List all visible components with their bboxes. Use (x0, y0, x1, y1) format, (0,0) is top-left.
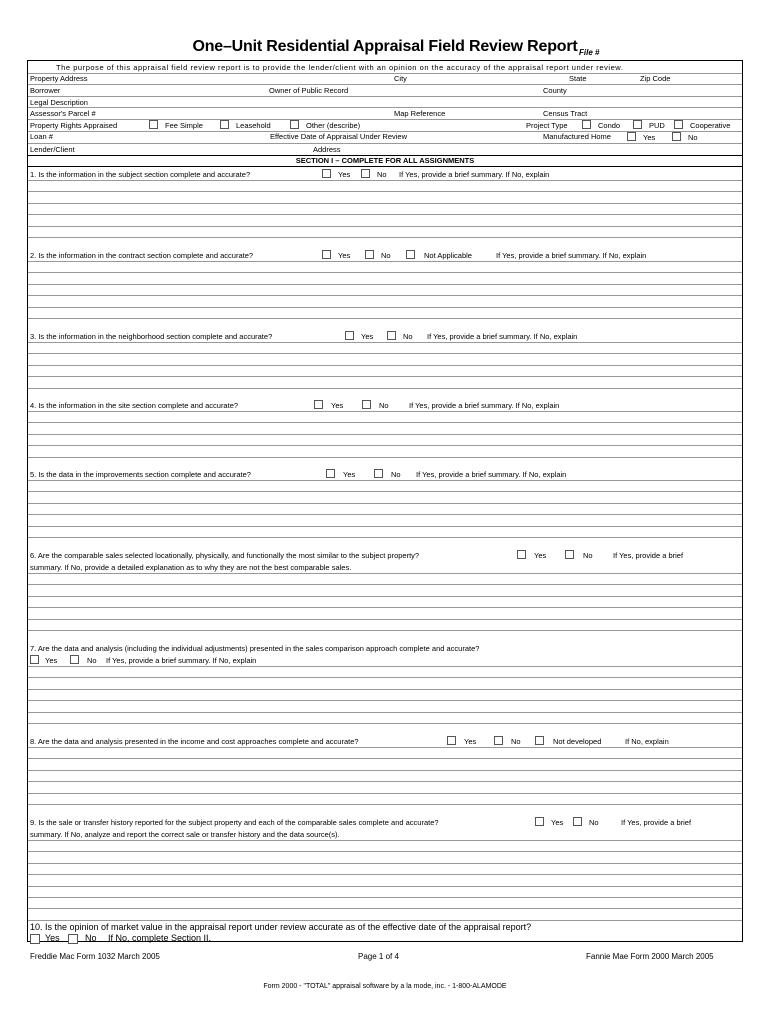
answer-line (28, 607, 742, 608)
q8-no-checkbox[interactable] (494, 736, 503, 745)
leasehold-label: Leasehold (236, 121, 271, 130)
other-rights-checkbox[interactable] (290, 120, 299, 129)
q4-no-label: No (379, 401, 389, 410)
answer-line (28, 573, 742, 574)
q10-no-label: No (85, 933, 97, 943)
answer-line (28, 666, 742, 667)
answer-line (28, 886, 742, 887)
q5-yes-checkbox[interactable] (326, 469, 335, 478)
q8-yes-label: Yes (464, 737, 477, 746)
q9-yes-checkbox[interactable] (535, 817, 544, 826)
answer-line (28, 700, 742, 701)
q10-yes-checkbox[interactable] (30, 934, 40, 944)
answer-line (28, 793, 742, 794)
footer-fannie-mae: Fannie Mae Form 2000 March 2005 (586, 952, 714, 961)
zip-label: Zip Code (640, 74, 671, 83)
q7-no-label: No (87, 656, 97, 665)
purpose-statement: The purpose of this appraisal field review report is to provide the lender/client with an opinion on the accuracy of the appraisal report under review. (56, 63, 624, 72)
q5-yes-label: Yes (343, 470, 356, 479)
answer-line (28, 457, 742, 458)
q2-yes-label: Yes (338, 251, 351, 260)
q9-instructions: If Yes, provide a brief (621, 818, 692, 827)
answer-line (28, 804, 742, 805)
borrower-label: Borrower (30, 86, 61, 95)
answer-line (28, 422, 742, 423)
pud-checkbox[interactable] (633, 120, 642, 129)
manufactured-home-label: Manufactured Home (543, 132, 611, 141)
answer-line (28, 480, 742, 481)
q4-no-checkbox[interactable] (362, 400, 371, 409)
answer-line (28, 723, 742, 724)
q1-no-checkbox[interactable] (361, 169, 370, 178)
property-address-label: Property Address (30, 74, 88, 83)
census-tract-label: Census Tract (543, 109, 588, 118)
answer-line (28, 503, 742, 504)
answer-line (28, 411, 742, 412)
answer-line (28, 514, 742, 515)
q2-no-label: No (381, 251, 391, 260)
q8-no-label: No (511, 737, 521, 746)
q7-yes-label: Yes (45, 656, 58, 665)
manufactured-no-label: No (688, 133, 698, 142)
answer-line (28, 353, 742, 354)
q2-na-label: Not Applicable (424, 251, 472, 260)
answer-line (28, 712, 742, 713)
q1-yes-checkbox[interactable] (322, 169, 331, 178)
q1-yes-label: Yes (338, 170, 351, 179)
answer-line (28, 863, 742, 864)
answer-line (28, 758, 742, 759)
answer-line (28, 226, 742, 227)
answer-line (28, 434, 742, 435)
state-label: State (569, 74, 587, 83)
answer-line (28, 180, 742, 181)
q3-yes-label: Yes (361, 332, 374, 341)
answer-line (28, 630, 742, 631)
q3-instructions: If Yes, provide a brief summary. If No, explain (427, 332, 578, 341)
answer-line (28, 908, 742, 909)
answer-line (28, 214, 742, 215)
q5-no-label: No (391, 470, 401, 479)
q3-yes-checkbox[interactable] (345, 331, 354, 340)
condo-checkbox[interactable] (582, 120, 591, 129)
q1-instructions: If Yes, provide a brief summary. If No, explain (399, 170, 550, 179)
q8-not-developed-checkbox[interactable] (535, 736, 544, 745)
q7-no-checkbox[interactable] (70, 655, 79, 664)
q7-yes-checkbox[interactable] (30, 655, 39, 664)
question-2: 2. Is the information in the contract section complete and accurate? (30, 251, 254, 260)
answer-line (28, 537, 742, 538)
q9-yes-label: Yes (551, 818, 564, 827)
question-1: 1. Is the information in the subject section complete and accurate? (30, 170, 251, 179)
q2-na-checkbox[interactable] (406, 250, 415, 259)
answer-line (28, 840, 742, 841)
question-6-continued: summary. If No, provide a detailed explanation as to why they are not the best comparable sales. (30, 563, 352, 572)
question-3: 3. Is the information in the neighborhood section complete and accurate? (30, 332, 273, 341)
lender-client-label: Lender/Client (30, 145, 75, 154)
answer-line (28, 203, 742, 204)
q7-instructions: If Yes, provide a brief summary. If No, explain (106, 656, 257, 665)
loan-label: Loan # (30, 132, 53, 141)
cooperative-label: Cooperative (690, 121, 731, 130)
answer-line (28, 689, 742, 690)
file-number-label: File # (579, 48, 600, 57)
footer-freddie-mac: Freddie Mac Form 1032 March 2005 (30, 952, 160, 961)
answer-line (28, 295, 742, 296)
county-label: County (543, 86, 567, 95)
footer-page-number: Page 1 of 4 (358, 952, 399, 961)
q6-yes-label: Yes (534, 551, 547, 560)
q8-instructions: If No, explain (625, 737, 669, 746)
q6-instructions: If Yes, provide a brief (613, 551, 684, 560)
q3-no-label: No (403, 332, 413, 341)
condo-label: Condo (598, 121, 621, 130)
cooperative-checkbox[interactable] (674, 120, 683, 129)
project-type-label: Project Type (526, 121, 568, 130)
q5-instructions: If Yes, provide a brief summary. If No, explain (416, 470, 567, 479)
question-9-continued: summary. If No, analyze and report the correct sale or transfer history and the data source(s). (30, 830, 340, 839)
answer-line (28, 747, 742, 748)
q4-yes-label: Yes (331, 401, 344, 410)
question-5: 5. Is the data in the improvements section complete and accurate? (30, 470, 251, 479)
q4-instructions: If Yes, provide a brief summary. If No, explain (409, 401, 560, 410)
fee-simple-label: Fee Simple (165, 121, 203, 130)
q2-instructions: If Yes, provide a brief summary. If No, explain (496, 251, 647, 260)
q2-yes-checkbox[interactable] (322, 250, 331, 259)
answer-line (28, 677, 742, 678)
answer-line (28, 284, 742, 285)
answer-line (28, 596, 742, 597)
answer-line (28, 261, 742, 262)
question-8: 8. Are the data and analysis presented in the income and cost approaches complete and accurate? (30, 737, 359, 746)
answer-line (28, 491, 742, 492)
q6-yes-checkbox[interactable] (517, 550, 526, 559)
manufactured-yes-checkbox[interactable] (627, 132, 636, 141)
answer-line (28, 770, 742, 771)
answer-line (28, 376, 742, 377)
answer-line (28, 874, 742, 875)
q1-no-label: No (377, 170, 387, 179)
lender-address-label: Address (313, 145, 341, 154)
answer-line (28, 781, 742, 782)
q3-no-checkbox[interactable] (387, 331, 396, 340)
map-reference-label: Map Reference (394, 109, 446, 118)
question-10: 10. Is the opinion of market value in the appraisal report under review accurate as of the effective date of the appraisal report? (30, 922, 532, 932)
q10-yes-label: Yes (45, 933, 60, 943)
answer-line (28, 365, 742, 366)
q9-no-checkbox[interactable] (573, 817, 582, 826)
answer-line (28, 272, 742, 273)
pud-label: PUD (649, 121, 665, 130)
q10-instructions: If No, complete Section II. (108, 933, 212, 943)
answer-line (28, 191, 742, 192)
q10-no-checkbox[interactable] (68, 934, 78, 944)
fee-simple-checkbox[interactable] (149, 120, 158, 129)
answer-line (28, 445, 742, 446)
other-rights-label: Other (describe) (306, 121, 361, 130)
property-rights-label: Property Rights Appraised (30, 121, 118, 130)
city-label: City (394, 74, 407, 83)
legal-description-label: Legal Description (30, 98, 88, 107)
section-1-heading: SECTION I – COMPLETE FOR ALL ASSIGNMENTS (295, 156, 475, 165)
q6-no-label: No (583, 551, 593, 560)
q4-yes-checkbox[interactable] (314, 400, 323, 409)
q2-no-checkbox[interactable] (365, 250, 374, 259)
answer-line (28, 851, 742, 852)
answer-line (28, 237, 742, 238)
q6-no-checkbox[interactable] (565, 550, 574, 559)
effective-date-label: Effective Date of Appraisal Under Review (270, 132, 408, 141)
answer-line (28, 526, 742, 527)
parcel-label: Assessor's Parcel # (30, 109, 96, 118)
answer-line (28, 619, 742, 620)
answer-line (28, 584, 742, 585)
answer-line (28, 307, 742, 308)
q9-no-label: No (589, 818, 599, 827)
question-6: 6. Are the comparable sales selected locationally, physically, and functionally the most similar to the subject property? (30, 551, 420, 560)
q8-not-developed-label: Not developed (553, 737, 602, 746)
answer-line (28, 318, 742, 319)
answer-line (28, 897, 742, 898)
question-4: 4. Is the information in the site section complete and accurate? (30, 401, 239, 410)
form-title: One–Unit Residential Appraisal Field Review Report (192, 38, 578, 55)
owner-label: Owner of Public Record (269, 86, 349, 95)
footer-software-credit: Form 2000 - "TOTAL" appraisal software by a la mode, inc. - 1-800-ALAMODE (263, 983, 507, 990)
question-7: 7. Are the data and analysis (including the individual adjustments) presented in the sales comparison approach complete and accurate? (30, 644, 480, 653)
manufactured-yes-label: Yes (643, 133, 656, 142)
question-9: 9. Is the sale or transfer history reported for the subject property and each of the comparable sales complete and accurate? (30, 818, 439, 827)
manufactured-no-checkbox[interactable] (672, 132, 681, 141)
answer-line (28, 388, 742, 389)
leasehold-checkbox[interactable] (220, 120, 229, 129)
answer-line (28, 342, 742, 343)
q5-no-checkbox[interactable] (374, 469, 383, 478)
q8-yes-checkbox[interactable] (447, 736, 456, 745)
answer-line (28, 920, 742, 921)
